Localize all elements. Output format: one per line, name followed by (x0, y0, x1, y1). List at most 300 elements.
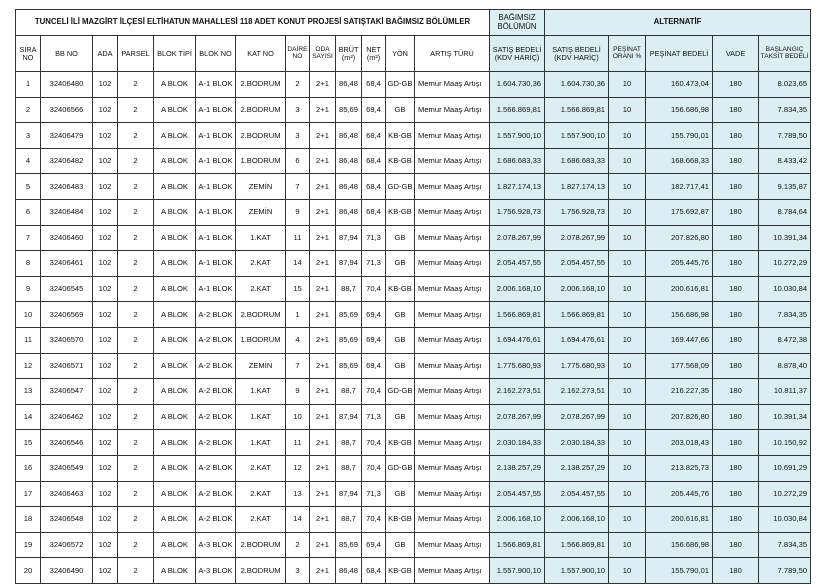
cell-vade: 180 (713, 225, 759, 251)
bagimsiz-bolum-header: BAĞIMSIZ BÖLÜMÜN (490, 10, 545, 36)
cell-oda-sayisi: 2+1 (310, 199, 336, 225)
cell-blok-no: A-1 BLOK (196, 276, 236, 302)
cell-blok-tipi: A BLOK (154, 404, 196, 430)
cell-kat-no: 2.BODRUM (236, 302, 286, 328)
cell-artis-turu: Memur Maaş Artışı (415, 404, 490, 430)
cell-yon: KB-GB (386, 123, 415, 149)
cell-satis-bedeli: 2.054.457,55 (490, 251, 545, 277)
cell-net: 70,4 (362, 379, 386, 405)
cell-alt-satis-bedeli: 2.006.168,10 (545, 276, 609, 302)
cell-pesinat-orani: 10 (609, 302, 646, 328)
column-header-blok-no: BLOK NO (196, 36, 236, 72)
cell-pesinat-orani: 10 (609, 455, 646, 481)
cell-oda-sayisi: 2+1 (310, 404, 336, 430)
cell-blok-no: A-1 BLOK (196, 123, 236, 149)
alternatif-header: ALTERNATİF (545, 10, 811, 36)
cell-yon: KB-GB (386, 148, 415, 174)
cell-daire-no: 10 (286, 404, 310, 430)
cell-blok-no: A-2 BLOK (196, 507, 236, 533)
cell-baslangic-taksit: 8.878,40 (759, 353, 811, 379)
cell-daire-no: 3 (286, 97, 310, 123)
cell-bb-no: 32406461 (41, 251, 93, 277)
cell-pesinat-bedeli: 182.717,41 (646, 174, 713, 200)
cell-daire-no: 7 (286, 174, 310, 200)
cell-blok-tipi: A BLOK (154, 251, 196, 277)
table-body (16, 72, 811, 584)
cell-satis-bedeli: 1.756.928,73 (490, 199, 545, 225)
cell-brut: 88,7 (336, 379, 362, 405)
cell-artis-turu: Memur Maaş Artışı (415, 532, 490, 558)
cell-parsel: 2 (118, 455, 154, 481)
cell-alt-satis-bedeli: 1.775.680,93 (545, 353, 609, 379)
cell-vade: 180 (713, 148, 759, 174)
cell-blok-tipi: A BLOK (154, 199, 196, 225)
cell-pesinat-bedeli: 213.825,73 (646, 455, 713, 481)
cell-blok-tipi: A BLOK (154, 97, 196, 123)
cell-daire-no: 3 (286, 123, 310, 149)
cell-pesinat-orani: 10 (609, 225, 646, 251)
cell-bb-no: 32406548 (41, 507, 93, 533)
cell-baslangic-taksit: 10.811,37 (759, 379, 811, 405)
cell-artis-turu: Memur Maaş Artışı (415, 353, 490, 379)
cell-sira-no: 3 (16, 123, 41, 149)
cell-pesinat-orani: 10 (609, 327, 646, 353)
cell-baslangic-taksit: 8.433,42 (759, 148, 811, 174)
column-header-artis-turu: ARTIŞ TÜRÜ (415, 36, 490, 72)
cell-sira-no: 20 (16, 558, 41, 584)
cell-sira-no: 9 (16, 276, 41, 302)
cell-ada: 102 (93, 455, 118, 481)
cell-ada: 102 (93, 251, 118, 277)
cell-oda-sayisi: 2+1 (310, 148, 336, 174)
cell-blok-no: A-2 BLOK (196, 481, 236, 507)
table-row (16, 353, 811, 379)
cell-blok-tipi: A BLOK (154, 302, 196, 328)
cell-oda-sayisi: 2+1 (310, 251, 336, 277)
cell-ada: 102 (93, 379, 118, 405)
cell-blok-no: A-1 BLOK (196, 174, 236, 200)
cell-baslangic-taksit: 10.272,29 (759, 251, 811, 277)
cell-bb-no: 32406490 (41, 558, 93, 584)
column-header-oda-sayisi: ODA SAYISI (310, 36, 336, 72)
cell-bb-no: 32406570 (41, 327, 93, 353)
cell-pesinat-orani: 10 (609, 251, 646, 277)
cell-pesinat-bedeli: 155.790,01 (646, 558, 713, 584)
cell-ada: 102 (93, 481, 118, 507)
units-table-container (15, 9, 810, 584)
cell-vade: 180 (713, 507, 759, 533)
table-row (16, 507, 811, 533)
cell-parsel: 2 (118, 199, 154, 225)
cell-oda-sayisi: 2+1 (310, 353, 336, 379)
cell-parsel: 2 (118, 302, 154, 328)
cell-vade: 180 (713, 97, 759, 123)
cell-daire-no: 1 (286, 302, 310, 328)
cell-blok-no: A-2 BLOK (196, 404, 236, 430)
cell-daire-no: 3 (286, 558, 310, 584)
cell-net: 68,4 (362, 174, 386, 200)
cell-brut: 86,48 (336, 72, 362, 98)
cell-vade: 180 (713, 199, 759, 225)
cell-blok-tipi: A BLOK (154, 174, 196, 200)
cell-parsel: 2 (118, 123, 154, 149)
cell-kat-no: 2.KAT (236, 481, 286, 507)
cell-net: 68,4 (362, 72, 386, 98)
cell-artis-turu: Memur Maaş Artışı (415, 379, 490, 405)
column-header-pesinat-orani: PEŞİNAT ORANI % (609, 36, 646, 72)
cell-baslangic-taksit: 10.150,92 (759, 430, 811, 456)
cell-pesinat-bedeli: 169.447,66 (646, 327, 713, 353)
cell-alt-satis-bedeli: 2.162.273,51 (545, 379, 609, 405)
cell-sira-no: 12 (16, 353, 41, 379)
column-header-ada: ADA (93, 36, 118, 72)
table-row (16, 404, 811, 430)
cell-ada: 102 (93, 225, 118, 251)
cell-yon: GB (386, 481, 415, 507)
cell-blok-tipi: A BLOK (154, 327, 196, 353)
cell-blok-no: A-3 BLOK (196, 532, 236, 558)
cell-sira-no: 17 (16, 481, 41, 507)
cell-pesinat-orani: 10 (609, 532, 646, 558)
cell-pesinat-orani: 10 (609, 148, 646, 174)
cell-baslangic-taksit: 7.834,35 (759, 97, 811, 123)
cell-vade: 180 (713, 174, 759, 200)
cell-parsel: 2 (118, 353, 154, 379)
cell-satis-bedeli: 2.162.273,51 (490, 379, 545, 405)
cell-brut: 85,69 (336, 302, 362, 328)
cell-kat-no: ZEMİN (236, 174, 286, 200)
table-row (16, 199, 811, 225)
cell-sira-no: 5 (16, 174, 41, 200)
table-row (16, 97, 811, 123)
cell-artis-turu: Memur Maaş Artışı (415, 430, 490, 456)
table-row (16, 123, 811, 149)
cell-brut: 85,69 (336, 327, 362, 353)
cell-vade: 180 (713, 327, 759, 353)
cell-blok-tipi: A BLOK (154, 276, 196, 302)
cell-net: 70,4 (362, 276, 386, 302)
cell-net: 69,4 (362, 532, 386, 558)
cell-alt-satis-bedeli: 2.138.257,29 (545, 455, 609, 481)
cell-yon: GD-GB (386, 72, 415, 98)
cell-baslangic-taksit: 7.789,50 (759, 558, 811, 584)
cell-sira-no: 14 (16, 404, 41, 430)
cell-ada: 102 (93, 327, 118, 353)
cell-pesinat-bedeli: 200.616,81 (646, 276, 713, 302)
cell-pesinat-orani: 10 (609, 97, 646, 123)
column-header-kat-no: KAT NO (236, 36, 286, 72)
cell-satis-bedeli: 1.566.869,81 (490, 97, 545, 123)
cell-kat-no: 2.BODRUM (236, 97, 286, 123)
cell-net: 71,3 (362, 225, 386, 251)
cell-net: 69,4 (362, 327, 386, 353)
cell-baslangic-taksit: 7.834,35 (759, 302, 811, 328)
cell-kat-no: 1.KAT (236, 404, 286, 430)
cell-blok-tipi: A BLOK (154, 507, 196, 533)
cell-alt-satis-bedeli: 2.054.457,55 (545, 251, 609, 277)
cell-artis-turu: Memur Maaş Artışı (415, 251, 490, 277)
cell-alt-satis-bedeli: 1.557.900,10 (545, 123, 609, 149)
cell-oda-sayisi: 2+1 (310, 302, 336, 328)
cell-pesinat-orani: 10 (609, 558, 646, 584)
cell-blok-tipi: A BLOK (154, 123, 196, 149)
cell-satis-bedeli: 1.827.174,13 (490, 174, 545, 200)
cell-yon: GB (386, 225, 415, 251)
cell-blok-no: A-1 BLOK (196, 148, 236, 174)
cell-yon: GD-GB (386, 379, 415, 405)
cell-brut: 88,7 (336, 507, 362, 533)
cell-bb-no: 32406569 (41, 302, 93, 328)
cell-bb-no: 32406479 (41, 123, 93, 149)
column-header-alt-satis-bedeli: SATIŞ BEDELİ (KDV HARİÇ) (545, 36, 609, 72)
cell-bb-no: 32406572 (41, 532, 93, 558)
cell-blok-no: A-2 BLOK (196, 302, 236, 328)
column-header-yon: YÖN (386, 36, 415, 72)
cell-blok-no: A-1 BLOK (196, 199, 236, 225)
cell-kat-no: 2.KAT (236, 507, 286, 533)
cell-pesinat-bedeli: 207.826,80 (646, 404, 713, 430)
cell-parsel: 2 (118, 507, 154, 533)
cell-satis-bedeli: 1.557.900,10 (490, 123, 545, 149)
cell-net: 69,4 (362, 302, 386, 328)
cell-vade: 180 (713, 353, 759, 379)
cell-daire-no: 11 (286, 430, 310, 456)
cell-vade: 180 (713, 430, 759, 456)
cell-blok-no: A-2 BLOK (196, 430, 236, 456)
cell-net: 71,3 (362, 404, 386, 430)
cell-net: 69,4 (362, 97, 386, 123)
table-row (16, 327, 811, 353)
cell-yon: GD-GB (386, 174, 415, 200)
cell-satis-bedeli: 1.775.680,93 (490, 353, 545, 379)
cell-pesinat-orani: 10 (609, 430, 646, 456)
cell-yon: GB (386, 532, 415, 558)
column-header-row (16, 36, 811, 72)
cell-artis-turu: Memur Maaş Artışı (415, 199, 490, 225)
column-header-vade: VADE (713, 36, 759, 72)
cell-yon: KB-GB (386, 276, 415, 302)
cell-oda-sayisi: 2+1 (310, 455, 336, 481)
cell-daire-no: 6 (286, 148, 310, 174)
cell-baslangic-taksit: 7.834,35 (759, 532, 811, 558)
cell-pesinat-bedeli: 168.668,33 (646, 148, 713, 174)
cell-bb-no: 32406571 (41, 353, 93, 379)
cell-kat-no: 2.KAT (236, 276, 286, 302)
cell-brut: 86,48 (336, 199, 362, 225)
cell-baslangic-taksit: 10.272,29 (759, 481, 811, 507)
cell-parsel: 2 (118, 174, 154, 200)
cell-artis-turu: Memur Maaş Artışı (415, 276, 490, 302)
cell-pesinat-orani: 10 (609, 507, 646, 533)
cell-satis-bedeli: 2.006.168,10 (490, 276, 545, 302)
cell-ada: 102 (93, 276, 118, 302)
cell-alt-satis-bedeli: 1.566.869,81 (545, 302, 609, 328)
cell-kat-no: 2.BODRUM (236, 532, 286, 558)
cell-ada: 102 (93, 97, 118, 123)
cell-sira-no: 8 (16, 251, 41, 277)
cell-vade: 180 (713, 532, 759, 558)
cell-net: 68,4 (362, 558, 386, 584)
table-row (16, 174, 811, 200)
cell-pesinat-bedeli: 155.790,01 (646, 123, 713, 149)
cell-alt-satis-bedeli: 1.604.730,36 (545, 72, 609, 98)
cell-artis-turu: Memur Maaş Artışı (415, 72, 490, 98)
cell-blok-tipi: A BLOK (154, 379, 196, 405)
cell-artis-turu: Memur Maaş Artışı (415, 327, 490, 353)
cell-blok-no: A-1 BLOK (196, 251, 236, 277)
cell-alt-satis-bedeli: 1.686.683,33 (545, 148, 609, 174)
cell-oda-sayisi: 2+1 (310, 276, 336, 302)
cell-alt-satis-bedeli: 1.756.928,73 (545, 199, 609, 225)
cell-oda-sayisi: 2+1 (310, 327, 336, 353)
cell-brut: 87,94 (336, 404, 362, 430)
cell-artis-turu: Memur Maaş Artışı (415, 558, 490, 584)
cell-yon: GB (386, 302, 415, 328)
cell-brut: 87,94 (336, 251, 362, 277)
cell-satis-bedeli: 2.078.267,99 (490, 225, 545, 251)
cell-satis-bedeli: 1.604.730,36 (490, 72, 545, 98)
cell-ada: 102 (93, 72, 118, 98)
cell-vade: 180 (713, 276, 759, 302)
cell-brut: 86,48 (336, 558, 362, 584)
cell-bb-no: 32406463 (41, 481, 93, 507)
cell-blok-tipi: A BLOK (154, 481, 196, 507)
cell-baslangic-taksit: 10.391,34 (759, 225, 811, 251)
cell-artis-turu: Memur Maaş Artışı (415, 225, 490, 251)
cell-yon: GB (386, 97, 415, 123)
cell-kat-no: 2.KAT (236, 455, 286, 481)
cell-blok-tipi: A BLOK (154, 430, 196, 456)
cell-daire-no: 15 (286, 276, 310, 302)
table-row (16, 148, 811, 174)
cell-blok-tipi: A BLOK (154, 225, 196, 251)
cell-bb-no: 32406549 (41, 455, 93, 481)
cell-kat-no: 1.BODRUM (236, 327, 286, 353)
table-row (16, 481, 811, 507)
cell-daire-no: 14 (286, 251, 310, 277)
cell-sira-no: 13 (16, 379, 41, 405)
cell-blok-tipi: A BLOK (154, 558, 196, 584)
cell-net: 68,4 (362, 148, 386, 174)
cell-artis-turu: Memur Maaş Artışı (415, 123, 490, 149)
cell-brut: 88,7 (336, 430, 362, 456)
cell-satis-bedeli: 1.557.900,10 (490, 558, 545, 584)
cell-sira-no: 7 (16, 225, 41, 251)
cell-artis-turu: Memur Maaş Artışı (415, 174, 490, 200)
cell-baslangic-taksit: 10.691,29 (759, 455, 811, 481)
cell-sira-no: 2 (16, 97, 41, 123)
cell-oda-sayisi: 2+1 (310, 97, 336, 123)
cell-bb-no: 32406546 (41, 430, 93, 456)
cell-yon: GB (386, 404, 415, 430)
cell-artis-turu: Memur Maaş Artışı (415, 302, 490, 328)
cell-alt-satis-bedeli: 1.557.900,10 (545, 558, 609, 584)
cell-artis-turu: Memur Maaş Artışı (415, 481, 490, 507)
cell-ada: 102 (93, 123, 118, 149)
cell-artis-turu: Memur Maaş Artışı (415, 507, 490, 533)
cell-ada: 102 (93, 507, 118, 533)
cell-ada: 102 (93, 199, 118, 225)
cell-parsel: 2 (118, 532, 154, 558)
cell-oda-sayisi: 2+1 (310, 558, 336, 584)
cell-blok-tipi: A BLOK (154, 72, 196, 98)
cell-alt-satis-bedeli: 2.078.267,99 (545, 404, 609, 430)
cell-pesinat-orani: 10 (609, 404, 646, 430)
table-title: TUNCELİ İLİ MAZGİRT İLÇESİ ELTİHATUN MAHALLESİ 118 ADET KONUT PROJESİ SATIŞTAKİ BAĞIMSIZ BÖLÜMLER (16, 10, 490, 36)
column-header-satis-bedeli: SATIŞ BEDELİ (KDV HARİÇ) (490, 36, 545, 72)
cell-blok-no: A-1 BLOK (196, 72, 236, 98)
cell-pesinat-bedeli: 205.445,76 (646, 251, 713, 277)
cell-kat-no: 1.KAT (236, 379, 286, 405)
cell-ada: 102 (93, 430, 118, 456)
cell-vade: 180 (713, 72, 759, 98)
cell-daire-no: 9 (286, 199, 310, 225)
cell-ada: 102 (93, 302, 118, 328)
cell-net: 70,4 (362, 507, 386, 533)
cell-sira-no: 10 (16, 302, 41, 328)
cell-bb-no: 32406462 (41, 404, 93, 430)
cell-oda-sayisi: 2+1 (310, 379, 336, 405)
table-row (16, 532, 811, 558)
cell-yon: KB-GB (386, 430, 415, 456)
cell-sira-no: 19 (16, 532, 41, 558)
cell-net: 70,4 (362, 455, 386, 481)
cell-daire-no: 4 (286, 327, 310, 353)
cell-alt-satis-bedeli: 2.078.267,99 (545, 225, 609, 251)
cell-vade: 180 (713, 455, 759, 481)
cell-vade: 180 (713, 404, 759, 430)
cell-blok-no: A-2 BLOK (196, 327, 236, 353)
cell-baslangic-taksit: 7.789,50 (759, 123, 811, 149)
cell-artis-turu: Memur Maaş Artışı (415, 148, 490, 174)
cell-pesinat-bedeli: 203.018,43 (646, 430, 713, 456)
column-header-bb-no: BB NO (41, 36, 93, 72)
cell-vade: 180 (713, 558, 759, 584)
cell-daire-no: 2 (286, 72, 310, 98)
cell-parsel: 2 (118, 72, 154, 98)
table-row (16, 225, 811, 251)
cell-brut: 87,94 (336, 481, 362, 507)
cell-blok-tipi: A BLOK (154, 353, 196, 379)
cell-pesinat-bedeli: 205.445,76 (646, 481, 713, 507)
cell-pesinat-bedeli: 156.686,98 (646, 532, 713, 558)
cell-pesinat-bedeli: 177.568,09 (646, 353, 713, 379)
cell-parsel: 2 (118, 225, 154, 251)
cell-pesinat-bedeli: 156.686,98 (646, 97, 713, 123)
cell-alt-satis-bedeli: 2.054.457,55 (545, 481, 609, 507)
cell-pesinat-bedeli: 160.473,04 (646, 72, 713, 98)
cell-pesinat-bedeli: 200.616,81 (646, 507, 713, 533)
cell-oda-sayisi: 2+1 (310, 430, 336, 456)
cell-ada: 102 (93, 532, 118, 558)
cell-satis-bedeli: 1.694.476,61 (490, 327, 545, 353)
cell-net: 71,3 (362, 251, 386, 277)
cell-artis-turu: Memur Maaş Artışı (415, 455, 490, 481)
cell-blok-no: A-2 BLOK (196, 379, 236, 405)
cell-parsel: 2 (118, 97, 154, 123)
cell-pesinat-orani: 10 (609, 481, 646, 507)
cell-kat-no: 2.BODRUM (236, 72, 286, 98)
cell-blok-tipi: A BLOK (154, 148, 196, 174)
cell-ada: 102 (93, 404, 118, 430)
cell-baslangic-taksit: 10.030,84 (759, 507, 811, 533)
cell-vade: 180 (713, 251, 759, 277)
cell-ada: 102 (93, 558, 118, 584)
cell-net: 68,4 (362, 123, 386, 149)
cell-brut: 86,48 (336, 174, 362, 200)
cell-daire-no: 2 (286, 532, 310, 558)
cell-blok-tipi: A BLOK (154, 455, 196, 481)
